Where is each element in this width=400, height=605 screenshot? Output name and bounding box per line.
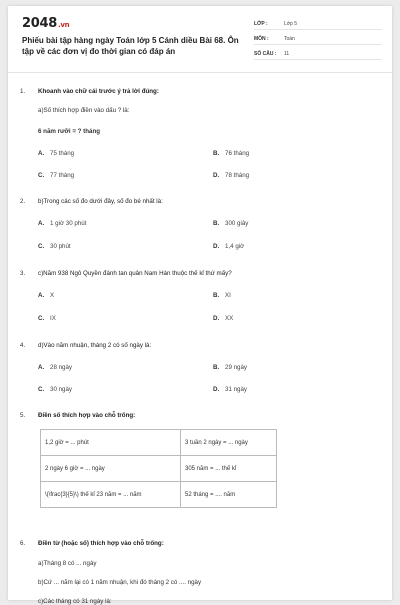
- option-value: IX: [50, 315, 56, 322]
- meta-subject-label: MÔN :: [254, 35, 269, 42]
- question-6-header: [20, 540, 164, 547]
- option-a[interactable]: [38, 292, 54, 299]
- option-d[interactable]: [213, 315, 233, 322]
- meta-grade-row: [254, 18, 382, 30]
- option-key: C.: [38, 172, 45, 179]
- table-cell: 52 tháng = .... năm: [181, 482, 277, 508]
- meta-subject-row: [254, 33, 382, 45]
- table-cell: 3 tuần 2 ngày = ... ngày: [181, 430, 277, 456]
- table-row: [41, 456, 277, 482]
- option-key: D.: [213, 172, 220, 179]
- option-key: C.: [38, 315, 45, 322]
- option-key: A.: [38, 150, 45, 157]
- meta-count-row: [254, 48, 382, 60]
- option-key: D.: [213, 243, 220, 250]
- question-text: Điền từ (hoặc số) thích hợp vào chỗ trống:: [38, 540, 164, 547]
- fill-line: c)Các tháng có 31 ngày là:: [38, 598, 112, 605]
- option-value: 76 tháng: [225, 150, 250, 157]
- option-b[interactable]: [213, 150, 249, 157]
- option-value: 28 ngày: [50, 364, 73, 371]
- worksheet-page: [8, 6, 392, 605]
- option-c[interactable]: [38, 386, 72, 393]
- meta-count-label: SỐ CÂU :: [254, 50, 277, 57]
- option-d[interactable]: [213, 172, 249, 179]
- question-2-header: [20, 198, 163, 205]
- question-text: Điền số thích hợp vào chỗ trống:: [38, 412, 136, 419]
- option-d[interactable]: [213, 386, 247, 393]
- option-b[interactable]: [213, 364, 247, 371]
- question-number: 3.: [20, 270, 26, 277]
- option-key: B.: [213, 220, 220, 227]
- site-logo[interactable]: [22, 16, 69, 31]
- fill-line: a)Tháng 8 có ... ngày: [38, 560, 97, 567]
- worksheet-header: [8, 6, 392, 72]
- option-key: C.: [38, 243, 45, 250]
- question-5-header: [20, 412, 135, 419]
- option-value: 30 ngày: [50, 386, 73, 393]
- option-c[interactable]: [38, 243, 71, 250]
- question-number: 5.: [20, 412, 26, 419]
- option-value: 300 giây: [225, 220, 249, 227]
- meta-grade-value: Lớp 5: [284, 20, 298, 27]
- question-number: 1.: [20, 88, 26, 95]
- fill-line: b)Cứ ... năm lại có 1 năm nhuận, khi đó tháng 2 có .... ngày: [38, 579, 202, 586]
- meta-grade-label: LỚP :: [254, 20, 268, 27]
- worksheet-title: Phiếu bài tập hàng ngày Toán lớp 5 Cánh diều Bài 68. Ôn tập về các đơn vị đo thời gian có đáp án: [22, 36, 239, 56]
- option-value: X: [50, 292, 55, 299]
- question-text: c)Năm 938 Ngô Quyền đánh tan quân Nam Hán thuộc thế kỉ thứ mấy?: [38, 270, 232, 277]
- option-c[interactable]: [38, 315, 56, 322]
- option-value: 30 phút: [50, 243, 71, 250]
- option-b[interactable]: [213, 292, 231, 299]
- question-3-header: [20, 270, 232, 277]
- fill-in-table: [40, 429, 277, 508]
- table-row: [41, 430, 277, 456]
- logo-suffix: .vn: [57, 21, 70, 29]
- option-value: 31 ngày: [225, 386, 248, 393]
- table-cell: 1,2 giờ = ... phút: [41, 430, 181, 456]
- option-key: A.: [38, 364, 45, 371]
- option-key: D.: [213, 315, 220, 322]
- question-sub-formula: 6 năm rưỡi = ? tháng: [38, 128, 100, 135]
- question-sub: a)Số thích hợp điền vào dấu ? là:: [38, 107, 130, 114]
- option-value: 77 tháng: [50, 172, 75, 179]
- table-cell: 2 ngày 6 giờ = ... ngày: [41, 456, 181, 482]
- option-d[interactable]: [213, 243, 244, 250]
- option-b[interactable]: [213, 220, 248, 227]
- question-number: 2.: [20, 198, 26, 205]
- option-c[interactable]: [38, 172, 74, 179]
- question-text: d)Vào năm nhuận, tháng 2 có số ngày là:: [38, 342, 152, 349]
- option-a[interactable]: [38, 220, 86, 227]
- option-key: B.: [213, 364, 220, 371]
- option-a[interactable]: [38, 364, 72, 371]
- question-text: b)Trong các số đo dưới đây, số đo bé nhất là:: [38, 198, 163, 205]
- option-value: XX: [225, 315, 234, 322]
- table-cell: 305 năm = ... thế kỉ: [181, 456, 277, 482]
- logo-number: 2048: [22, 16, 57, 31]
- option-value: 78 tháng: [225, 172, 250, 179]
- worksheet-meta: [254, 18, 382, 63]
- option-value: 29 ngày: [225, 364, 248, 371]
- meta-subject-value: Toán: [284, 35, 295, 42]
- option-key: A.: [38, 220, 45, 227]
- option-key: B.: [213, 150, 220, 157]
- option-key: B.: [213, 292, 220, 299]
- question-1-header: [20, 88, 159, 95]
- option-value: 1 giờ 30 phút: [50, 220, 87, 227]
- question-number: 4.: [20, 342, 26, 349]
- option-key: A.: [38, 292, 45, 299]
- question-number: 6.: [20, 540, 26, 547]
- table-row: [41, 482, 277, 508]
- option-value: 1,4 giờ: [225, 243, 245, 250]
- meta-count-value: 11: [284, 50, 290, 57]
- header-divider: [8, 72, 392, 73]
- question-4-header: [20, 342, 151, 349]
- option-a[interactable]: [38, 150, 74, 157]
- option-key: D.: [213, 386, 220, 393]
- option-key: C.: [38, 386, 45, 393]
- question-text: Khoanh vào chữ cái trước ý trả lời đúng:: [38, 88, 159, 95]
- table-cell: \(\frac{3}{5}\) thế kỉ 23 năm = ... năm: [41, 482, 181, 508]
- option-value: 75 tháng: [50, 150, 75, 157]
- option-value: XI: [225, 292, 231, 299]
